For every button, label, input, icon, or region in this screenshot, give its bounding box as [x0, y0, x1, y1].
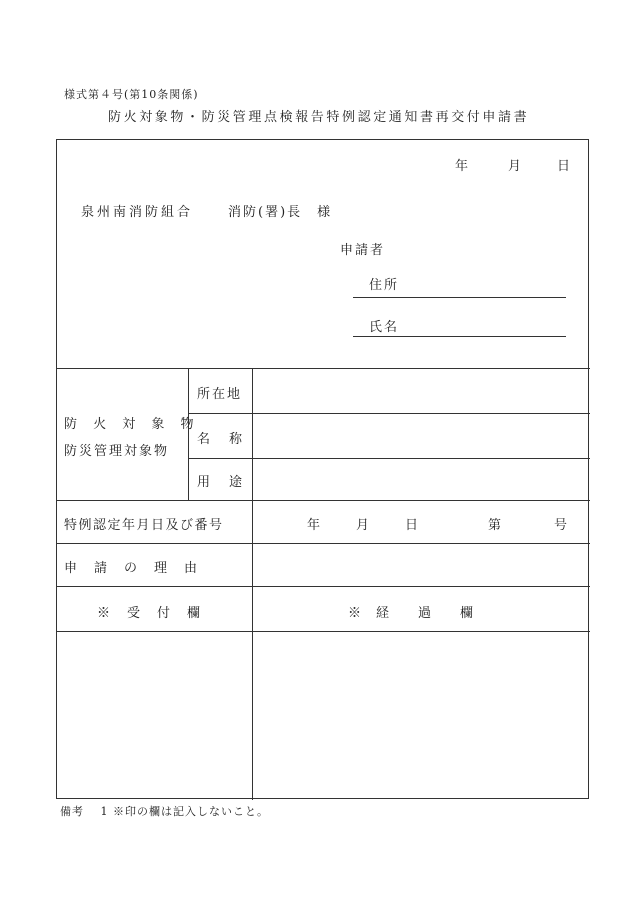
progress-column-label: ※ 経 過 欄 — [348, 606, 475, 621]
cert-year-label: 年 — [307, 518, 321, 533]
divider — [252, 368, 253, 800]
recipient-organization: 泉州南消防組合 — [81, 205, 194, 220]
name-field[interactable] — [353, 336, 566, 337]
divider — [57, 586, 590, 587]
name-label: 氏名 — [369, 320, 400, 335]
use-field[interactable] — [254, 460, 588, 499]
date-year-label: 年 — [455, 159, 469, 174]
location-label: 所在地 — [197, 387, 243, 402]
cert-month-label: 月 — [356, 518, 370, 533]
use-label: 用 途 — [197, 475, 246, 490]
location-field[interactable] — [254, 370, 588, 412]
divider — [188, 368, 189, 500]
applicant-label: 申請者 — [340, 243, 386, 258]
object-name-field[interactable] — [254, 415, 588, 457]
date-month-label: 月 — [508, 159, 522, 174]
divider — [57, 500, 590, 501]
progress-box — [254, 633, 589, 799]
certification-label: 特例認定年月日及び番号 — [64, 518, 224, 533]
remarks-note: 備考 1 ※印の欄は記入しないこと。 — [60, 805, 269, 818]
divider — [57, 368, 590, 369]
divider — [57, 631, 590, 632]
cert-number-suffix: 号 — [554, 518, 568, 533]
reception-column-label: ※ 受 付 欄 — [97, 606, 203, 621]
form-title: 防火対象物・防災管理点検報告特例認定通知書再交付申請書 — [108, 110, 530, 125]
divider — [188, 458, 590, 459]
reason-field[interactable] — [254, 545, 588, 585]
address-label: 住所 — [369, 278, 400, 293]
address-field[interactable] — [353, 297, 566, 298]
divider — [57, 543, 590, 544]
cert-day-label: 日 — [405, 518, 419, 533]
form-number: 様式第４号(第10条関係) — [64, 88, 199, 101]
date-day-label: 日 — [557, 159, 571, 174]
name-of-object-label: 名 称 — [197, 432, 246, 447]
category-disaster-object: 防災管理対象物 — [64, 444, 170, 459]
divider — [188, 413, 590, 414]
reason-label: 申 請 の 理 由 — [64, 561, 200, 576]
cert-number-prefix: 第 — [488, 518, 502, 533]
application-form — [56, 139, 589, 799]
category-fire-object: 防 火 対 象 物 — [64, 417, 200, 432]
reception-box — [57, 633, 251, 799]
recipient-title: 消防(署)長 様 — [228, 205, 333, 220]
